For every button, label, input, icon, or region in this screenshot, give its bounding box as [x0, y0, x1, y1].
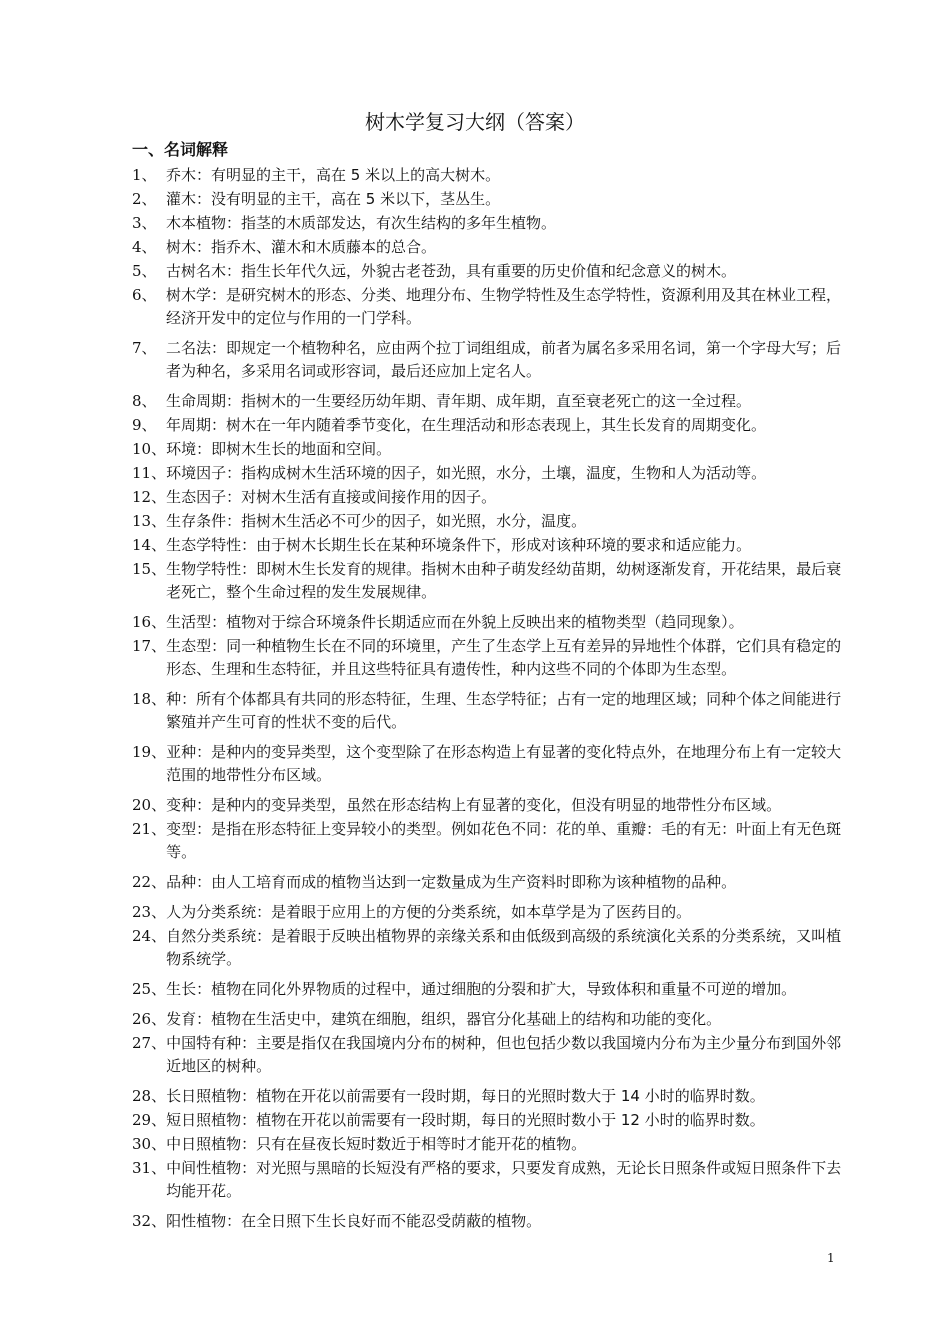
item-text: 生态型：同一种植物生长在不同的环境里，产生了生态学上互有差异的异地性个体群，它们具有稳定的形态、生理和生态特征，并且这些特征具有遗传性，种内这些不同的个体即为生态型。: [166, 637, 842, 678]
item-text: 古树名木：指生长年代久远，外貌古老苍劲，具有重要的历史价值和纪念意义的树木。: [166, 262, 737, 280]
item-number: 8、: [132, 392, 157, 410]
item-number: 31、: [132, 1159, 167, 1177]
list-item: [132, 688, 852, 734]
item-number: 11、: [132, 464, 167, 482]
item-text: 乔木：有明显的主干，高在 5 米以上的高大树木。: [166, 166, 501, 184]
item-number: 20、: [132, 796, 167, 814]
term-list: [132, 164, 852, 1234]
item-text: 变种：是种内的变异类型，虽然在形态结构上有显著的变化，但没有明显的地带性分布区域。: [166, 796, 782, 814]
list-item: [132, 794, 852, 817]
item-text: 品种：由人工培育而成的植物当达到一定数量成为生产资料时即称为该种植物的品种。: [166, 873, 737, 891]
list-item: [132, 1157, 852, 1203]
item-text: 中间性植物：对光照与黑暗的长短没有严格的要求，只要发育成熟，无论长日照条件或短日照条件下去均能开花。: [166, 1159, 842, 1200]
item-number: 24、: [132, 927, 167, 945]
item-text: 生存条件：指树木生活必不可少的因子，如光照，水分，温度。: [166, 512, 587, 530]
list-item: [132, 164, 852, 187]
list-item: [132, 188, 852, 211]
item-text: 长日照植物：植物在开花以前需要有一段时期，每日的光照时数大于 14 小时的临界时数。: [166, 1087, 765, 1105]
item-number: 6、: [132, 286, 157, 304]
list-item: [132, 390, 852, 413]
list-item: [132, 901, 852, 924]
list-item: [132, 486, 852, 509]
list-item: [132, 438, 852, 461]
item-text: 二名法：即规定一个植物种名，应由两个拉丁词组组成，前者为属名多采用名词，第一个字母大写；后者为种名，多采用名词或形容词，最后还应加上定名人。: [166, 339, 842, 380]
list-item: [132, 534, 852, 557]
item-number: 26、: [132, 1010, 167, 1028]
item-text: 亚种：是种内的变异类型，这个变型除了在形态构造上有显著的变化特点外，在地理分布上有一定较大范围的地带性分布区域。: [166, 743, 842, 784]
item-text: 树木学：是研究树木的形态、分类、地理分布、生物学特性及生态学特性，资源利用及其在林业工程，经济开发中的定位与作用的一门学科。: [166, 286, 842, 327]
list-item: [132, 1085, 852, 1108]
list-item: [132, 741, 852, 787]
document-title: 树木学复习大纲（答案）: [365, 110, 585, 134]
list-item: [132, 337, 852, 383]
item-number: 30、: [132, 1135, 167, 1153]
item-text: 种：所有个体都具有共同的形态特征，生理、生态学特征；占有一定的地理区域；同种个体之间能进行繁殖并产生可育的性状不变的后代。: [166, 690, 842, 731]
item-number: 29、: [132, 1111, 167, 1129]
list-item: [132, 1032, 852, 1078]
item-number: 16、: [132, 613, 167, 631]
item-number: 3、: [132, 214, 157, 232]
item-number: 21、: [132, 820, 167, 838]
item-number: 14、: [132, 536, 167, 554]
item-text: 生长：植物在同化外界物质的过程中，通过细胞的分裂和扩大，导致体积和重量不可逆的增加。: [166, 980, 797, 998]
item-number: 25、: [132, 980, 167, 998]
item-number: 2、: [132, 190, 157, 208]
item-text: 生态学特性：由于树木长期生长在某种环境条件下，形成对该种环境的要求和适应能力。: [166, 536, 752, 554]
list-item: [132, 978, 852, 1001]
list-item: [132, 611, 852, 634]
item-text: 生命周期：指树木的一生要经历幼年期、青年期、成年期，直至衰老死亡的这一全过程。: [166, 392, 752, 410]
list-item: [132, 1008, 852, 1031]
list-item: [132, 635, 852, 681]
item-text: 生物学特性：即树木生长发育的规律。指树木由种子萌发经幼苗期，幼树逐渐发育，开花结果，最后衰老死亡，整个生命过程的发生发展规律。: [166, 560, 842, 601]
item-number: 18、: [132, 690, 167, 708]
list-item: [132, 510, 852, 533]
list-item: [132, 925, 852, 971]
item-text: 中国特有种：主要是指仅在我国境内分布的树种，但也包括少数以我国境内分布为主少量分布到国外邻近地区的树种。: [166, 1034, 842, 1075]
item-number: 28、: [132, 1087, 167, 1105]
item-text: 人为分类系统：是着眼于应用上的方便的分类系统，如本草学是为了医药目的。: [166, 903, 692, 921]
item-number: 23、: [132, 903, 167, 921]
item-number: 12、: [132, 488, 167, 506]
list-item: [132, 818, 852, 864]
list-item: [132, 871, 852, 894]
item-text: 木本植物：指茎的木质部发达，有次生结构的多年生植物。: [166, 214, 557, 232]
item-number: 4、: [132, 238, 157, 256]
list-item: [132, 236, 852, 259]
item-text: 生活型：植物对于综合环境条件长期适应而在外貌上反映出来的植物类型（趋同现象）。: [166, 613, 744, 631]
item-number: 27、: [132, 1034, 167, 1052]
list-item: [132, 1210, 852, 1233]
item-number: 22、: [132, 873, 167, 891]
item-number: 32、: [132, 1212, 167, 1230]
item-number: 13、: [132, 512, 167, 530]
section-heading: 一、名词解释: [132, 140, 229, 159]
item-number: 5、: [132, 262, 157, 280]
list-item: [132, 284, 852, 330]
item-text: 环境因子：指构成树木生活环境的因子，如光照，水分，土壤，温度，生物和人为活动等。: [166, 464, 767, 482]
item-text: 变型：是指在形态特征上变异较小的类型。例如花色不同：花的单、重瓣：毛的有无：叶面上有无色斑等。: [166, 820, 842, 861]
item-text: 中日照植物：只有在昼夜长短时数近于相等时才能开花的植物。: [166, 1135, 587, 1153]
item-number: 7、: [132, 339, 157, 357]
item-text: 自然分类系统：是着眼于反映出植物界的亲缘关系和由低级到高级的系统演化关系的分类系统，又叫植物系统学。: [166, 927, 842, 968]
item-number: 9、: [132, 416, 157, 434]
item-text: 阳性植物：在全日照下生长良好而不能忍受荫蔽的植物。: [166, 1212, 542, 1230]
list-item: [132, 212, 852, 235]
item-text: 年周期：树木在一年内随着季节变化，在生理活动和形态表现上，其生长发育的周期变化。: [166, 416, 767, 434]
list-item: [132, 1109, 852, 1132]
item-text: 短日照植物：植物在开花以前需要有一段时期，每日的光照时数小于 12 小时的临界时数。: [166, 1111, 765, 1129]
item-text: 环境：即树木生长的地面和空间。: [166, 440, 392, 458]
item-number: 15、: [132, 560, 167, 578]
list-item: [132, 462, 852, 485]
list-item: [132, 558, 852, 604]
item-text: 树木：指乔木、灌木和木质藤本的总合。: [166, 238, 437, 256]
list-item: [132, 414, 852, 437]
item-number: 1、: [132, 166, 157, 184]
page-number: 1: [827, 1251, 835, 1265]
item-number: 10、: [132, 440, 167, 458]
item-number: 19、: [132, 743, 167, 761]
item-text: 生态因子：对树木生活有直接或间接作用的因子。: [166, 488, 497, 506]
item-number: 17、: [132, 637, 167, 655]
item-text: 灌木：没有明显的主干，高在 5 米以下，茎丛生。: [166, 190, 501, 208]
list-item: [132, 1133, 852, 1156]
list-item: [132, 260, 852, 283]
item-text: 发育：植物在生活史中，建筑在细胞，组织，器官分化基础上的结构和功能的变化。: [166, 1010, 722, 1028]
